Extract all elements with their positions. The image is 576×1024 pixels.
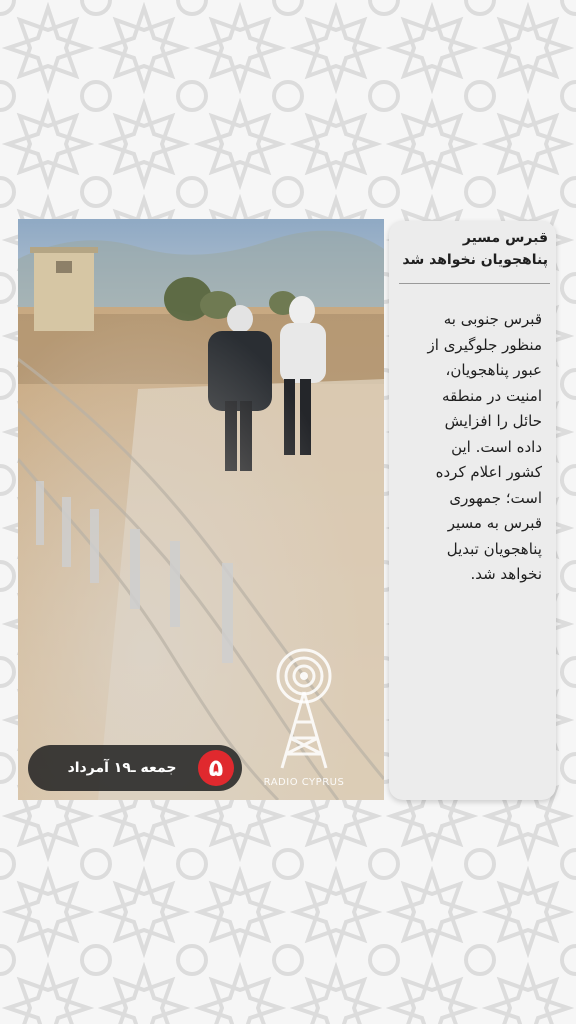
story-headline <box>393 227 548 271</box>
body-line: نخواهد شد. <box>470 565 542 583</box>
body-line: پناهجویان تبدیل <box>446 539 542 558</box>
date-bar <box>28 745 242 791</box>
story-body <box>392 307 542 588</box>
date-label: جمعه ـ۱۹ آمرداد <box>67 760 177 776</box>
body-line: است؛ جمهوری <box>449 488 542 507</box>
radio-tower-icon <box>248 642 360 774</box>
page-number-badge: ۵ <box>198 750 234 786</box>
body-line: قبرس به مسیر <box>447 514 542 532</box>
logo-text: RADIO CYPRUS <box>263 777 345 788</box>
headline-line: قبرس مسیر <box>462 230 548 246</box>
body-line: قبرس جنوبی به <box>443 310 542 328</box>
body-line: عبور پناهجویان، <box>445 361 542 379</box>
divider <box>399 283 550 284</box>
story-panel <box>389 221 556 800</box>
headline-line: پناهجویان نخواهد شد <box>402 252 548 268</box>
radio-cyprus-logo <box>248 642 360 790</box>
body-line: کشور اعلام کرده <box>435 463 542 481</box>
body-line: حائل را افزایش <box>444 412 542 430</box>
body-line: داده است. این <box>451 437 542 456</box>
body-line: امنیت در منطقه <box>442 386 542 405</box>
body-line: منظور جلوگیری از <box>427 335 542 354</box>
